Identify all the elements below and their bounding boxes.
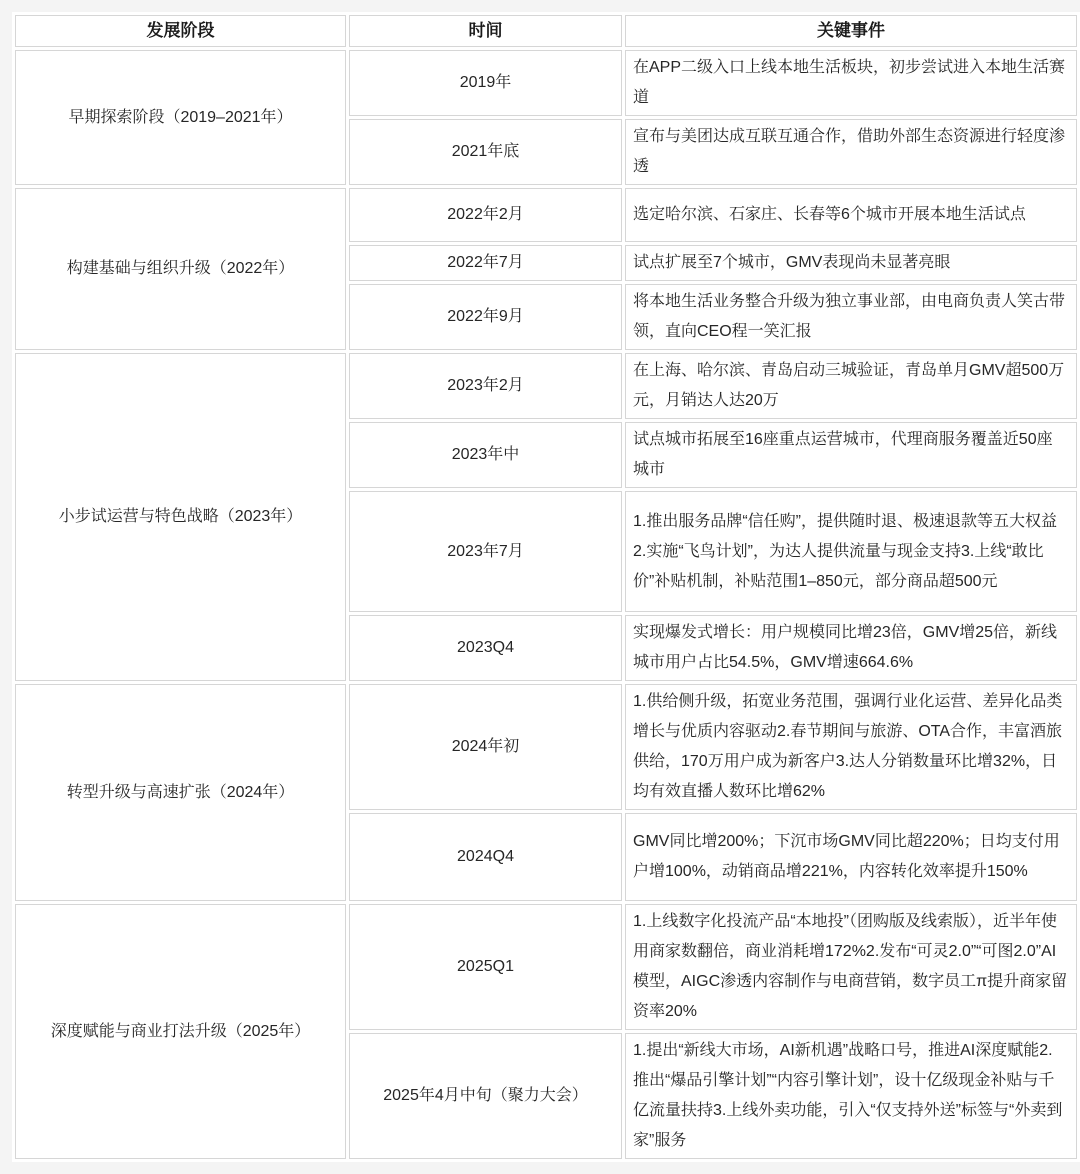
stage-cell-foundation-building: 构建基础与组织升级（2022年）	[15, 188, 346, 350]
stage-cell-trial-operation: 小步试运营与特色战略（2023年）	[15, 353, 346, 681]
time-cell: 2023年7月	[349, 491, 622, 612]
header-row	[15, 15, 1077, 47]
event-cell: 将本地生活业务整合升级为独立事业部，由电商负责人笑古带领，直向CEO程一笑汇报	[625, 284, 1077, 350]
time-cell: 2024年初	[349, 684, 622, 810]
event-cell: 1.提出“新线大市场，AI新机遇”战略口号，推进AI深度赋能2.推出“爆品引擎计划”“内容引擎计划”，设十亿级现金补贴与千亿流量扶持3.上线外卖功能，引入“仅支持外送”标签与“外卖到家”服务	[625, 1033, 1077, 1159]
time-cell: 2022年2月	[349, 188, 622, 242]
stage-cell-deep-empowerment: 深度赋能与商业打法升级（2025年）	[15, 904, 346, 1159]
time-cell: 2025年4月中旬（聚力大会）	[349, 1033, 622, 1159]
event-cell: 在APP二级入口上线本地生活板块，初步尝试进入本地生活赛道	[625, 50, 1077, 116]
column-header-time: 时间	[349, 15, 622, 47]
event-cell: 实现爆发式增长：用户规模同比增23倍，GMV增25倍，新线城市用户占比54.5%，GMV增速664.6%	[625, 615, 1077, 681]
event-cell: 在上海、哈尔滨、青岛启动三城验证，青岛单月GMV超500万元，月销达人达20万	[625, 353, 1077, 419]
time-cell: 2023Q4	[349, 615, 622, 681]
stage-cell-early-exploration: 早期探索阶段（2019–2021年）	[15, 50, 346, 185]
event-cell: 宣布与美团达成互联互通合作，借助外部生态资源进行轻度渗透	[625, 119, 1077, 185]
table-row	[15, 353, 1077, 419]
column-header-stage: 发展阶段	[15, 15, 346, 47]
table-row	[15, 684, 1077, 810]
event-cell: 1.上线数字化投流产品“本地投”（团购版及线索版），近半年使用商家数翻倍，商业消耗增172%2.发布“可灵2.0”“可图2.0”AI模型，AIGC渗透内容制作与电商营销，数字员工π提升商家留资率20%	[625, 904, 1077, 1030]
table-row	[15, 904, 1077, 1030]
event-cell: 试点扩展至7个城市，GMV表现尚未显著亮眼	[625, 245, 1077, 281]
time-cell: 2019年	[349, 50, 622, 116]
time-cell: 2023年中	[349, 422, 622, 488]
time-cell: 2022年9月	[349, 284, 622, 350]
event-cell: 选定哈尔滨、石家庄、长春等6个城市开展本地生活试点	[625, 188, 1077, 242]
event-cell: 1.推出服务品牌“信任购”，提供随时退、极速退款等五大权益2.实施“飞鸟计划”，为达人提供流量与现金支持3.上线“敢比价”补贴机制，补贴范围1–850元，部分商品超500元	[625, 491, 1077, 612]
time-cell: 2021年底	[349, 119, 622, 185]
time-cell: 2022年7月	[349, 245, 622, 281]
column-header-key-events: 关键事件	[625, 15, 1077, 47]
time-cell: 2024Q4	[349, 813, 622, 901]
table-row	[15, 188, 1077, 242]
event-cell: 试点城市拓展至16座重点运营城市，代理商服务覆盖近50座城市	[625, 422, 1077, 488]
time-cell: 2025Q1	[349, 904, 622, 1030]
stage-cell-transformation-expansion: 转型升级与高速扩张（2024年）	[15, 684, 346, 901]
event-cell: GMV同比增200%；下沉市场GMV同比超220%；日均支付用户增100%，动销商品增221%，内容转化效率提升150%	[625, 813, 1077, 901]
event-cell: 1.供给侧升级，拓宽业务范围，强调行业化运营、差异化品类增长与优质内容驱动2.春节期间与旅游、OTA合作，丰富酒旅供给，170万用户成为新客户3.达人分销数量环比增32%，日均有效直播人数环比增62%	[625, 684, 1077, 810]
table-row	[15, 50, 1077, 116]
development-timeline-table	[12, 12, 1080, 1162]
time-cell: 2023年2月	[349, 353, 622, 419]
